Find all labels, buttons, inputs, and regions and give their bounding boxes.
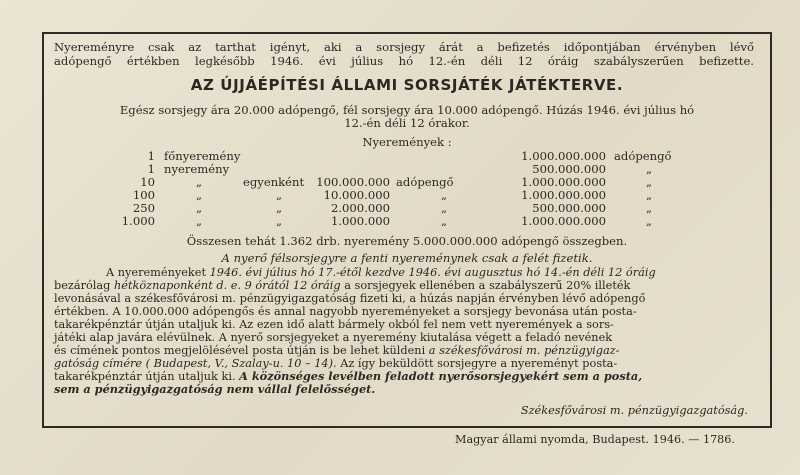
prize-total: 1.000.000.000 [521,149,606,163]
prize-each-value: 10.000.000 [323,187,390,202]
prize-unit: „ [646,174,653,189]
prize-each-unit: „ [441,200,448,215]
prize-unit: „ [646,187,653,202]
paragraph-line: levonásával a székesfővárosi m. pénzügyigazgatóság fizeti ki, a húzás napján érvényben lévő adópengő [54,292,646,305]
prize-total: 1.000.000.000 [521,174,606,189]
prize-kind: „ [196,187,203,202]
signature: Székesfővárosi m. pénzügyigazgatóság. [520,404,748,417]
paragraph-line: és címének pontos megjelölésével posta útján is be lehet küldeni a székesfővárosi m. pénzügyigaz- [54,344,620,357]
prize-each: „ [276,213,283,228]
prize-row [0,149,800,162]
prize-unit: „ [646,213,653,228]
paragraph-line: takarékpénztár útján utaljuk ki. Az ezen idő alatt bármely okból fel nem vett nyeremények a sors- [54,318,614,331]
prize-kind: „ [196,213,203,228]
prize-kind: „ [196,174,203,189]
intro-line-1: Nyereményre csak az tarthat igényt, aki a sorsjegy árát a befizetés időpontjában érvényben lévő [54,40,754,54]
paragraph-line: A nyereményeket 1946. évi július hó 17.-étől kezdve 1946. évi augusztus hó 14.-én déli 12 óráig [106,266,656,279]
prize-unit: „ [646,200,653,215]
prize-each-unit: „ [441,187,448,202]
prize-row [0,188,800,201]
prize-count: 1 [147,161,155,176]
prize-row [0,201,800,214]
prize-each: „ [276,200,283,215]
prize-kind: nyeremény [164,161,230,176]
bold-notice-line-2: sem a pénzügyigazgatóság nem vállal felelősséget. [54,382,376,396]
prize-kind: „ [196,200,203,215]
prize-count: 1.000 [121,213,155,228]
prize-unit: „ [646,161,653,176]
prize-total: 1.000.000.000 [521,213,606,228]
prize-each-value: 100.000.000 [316,174,390,189]
intro-line-2: adópengő értékben legkésőbb 1946. évi július hó 12.-én déli 12 óráig szabályszerűen befizette. [54,54,754,68]
prize-each-unit: „ [441,213,448,228]
prize-row [0,175,800,188]
prize-each-unit: adópengő [396,174,454,189]
prizes-heading: Nyeremények : [362,135,452,149]
prize-count: 250 [132,200,155,215]
prize-total: 500.000.000 [532,161,606,176]
total-line: Összesen tehát 1.362 drb. nyeremény 5.000.000.000 adópengő összegben. [186,234,628,248]
prize-row [0,162,800,175]
prize-kind: főnyeremény [164,149,241,163]
paragraph-line: takarékpénztár útján utaljuk ki. A közönséges levélben feladott nyerősorsjegyekért sem a posta, [54,369,643,383]
paragraph-line: bezárólag hétköznaponként d. e. 9 órától 12 óráig a sorsjegyek ellenében a szabályszerű 20% illeték [54,279,631,292]
prize-each: „ [276,187,283,202]
page-title: AZ ÚJJÁÉPÍTÉSI ÁLLAMI SORSJÁTÉK JÁTÉKTERVE. [190,76,624,94]
footer-printer: Magyar állami nyomda, Budapest. 1946. — 1786. [455,433,735,446]
price-line-1: Egész sorsjegy ára 20.000 adópengő, fél sorsjegy ára 10.000 adópengő. Húzás 1946. évi július hó [119,103,695,117]
prize-each-value: 2.000.000 [330,200,390,215]
bold-notice: A közönséges levélben feladott nyerősorsjegyekért sem a posta, [239,369,643,383]
paragraph-line: értékben. A 10.000.000 adópengős és annal nagyobb nyereményeket a sorsjegy bevonása után posta- [54,305,637,318]
prize-each-value: 1.000.000 [330,213,390,228]
prize-each: egyenként [243,174,305,189]
half-ticket-note: A nyerő félsorsjegyre a fenti nyereménynek csak a felét fizetik. [221,251,593,265]
paragraph-line: játéki alap javára elévülnek. A nyerő sorsjegyeket a nyeremény kiutalása végett a feladó nevének [54,331,613,344]
prize-count: 1 [147,149,155,163]
prize-total: 1.000.000.000 [521,187,606,202]
prize-unit: adópengő [614,149,672,163]
price-line-2: 12.-én déli 12 órakor. [344,116,470,130]
paragraph-line: gatóság címére ( Budapest, V., Szalay-u. 10 – 14). Az így beküldött sorsjegyre a nyereményt posta- [54,357,618,370]
prize-count: 10 [140,174,155,189]
prize-total: 500.000.000 [532,200,606,215]
prize-row [0,214,800,227]
prize-count: 100 [132,187,155,202]
